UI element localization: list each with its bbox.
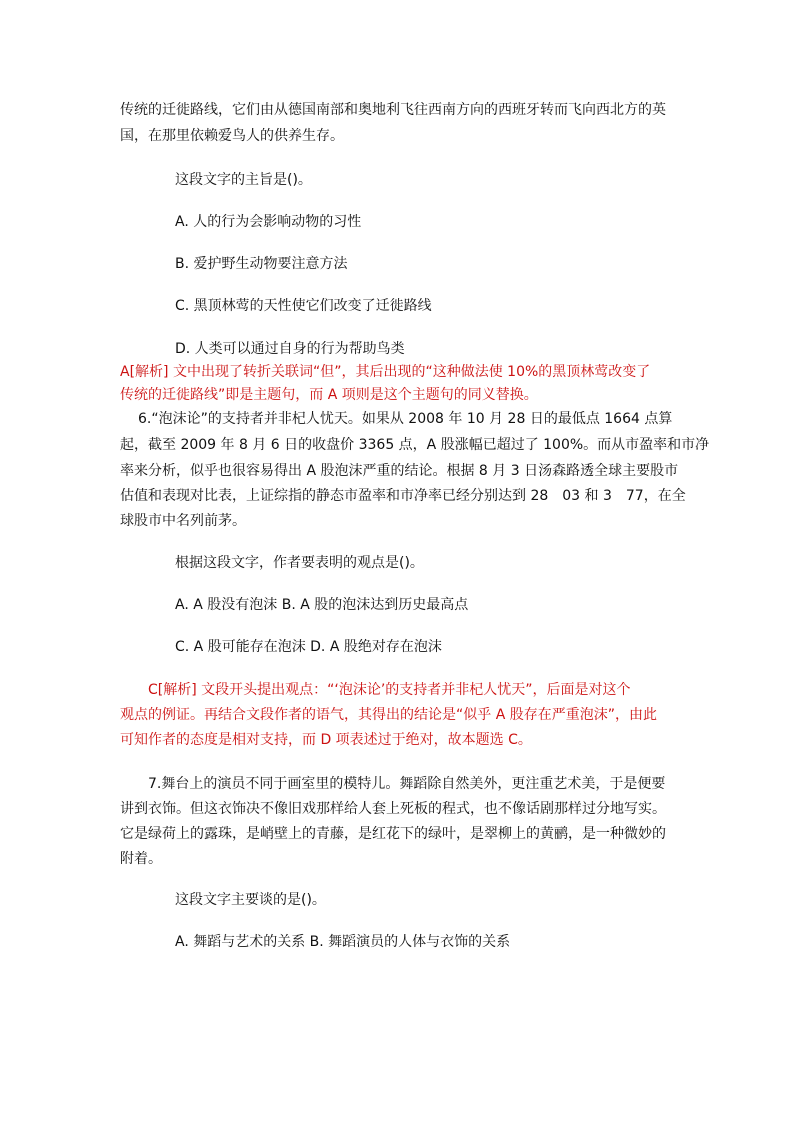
q5-option-a: A. 人的行为会影响动物的习性 xyxy=(175,214,362,230)
q5-option-b: B. 爱护野生动物要注意方法 xyxy=(175,256,348,272)
q6-analysis-line-2: 观点的例证。再结合文段作者的语气，其得出的结论是“似乎 A 股存在严重泡沫”，由此 xyxy=(120,707,657,723)
q6-stem-line-1: 6.“泡沫论”的支持者并非杞人忧天。如果从 2008 年 10 月 28 日的最低点 1664 点算 xyxy=(138,411,673,427)
q6-options-line-2: C. A 股可能存在泡沫 D. A 股绝对存在泡沫 xyxy=(175,639,442,655)
q7-stem-line-2: 讲到衣饰。但这衣饰决不像旧戏那样给人套上死板的程式，也不像话剧那样过分地写实。 xyxy=(120,801,666,817)
q7-prompt: 这段文字主要谈的是()。 xyxy=(175,892,326,908)
q6-analysis-line-3: 可知作者的态度是相对支持，而 D 项表述过于绝对，故本题选 C。 xyxy=(120,732,532,748)
q6-stem-line-2: 起，截至 2009 年 8 月 6 日的收盘价 3365 点，A 股涨幅已超过了 100%。而从市盈率和市净 xyxy=(120,437,710,453)
q7-options-line-1: A. 舞蹈与艺术的关系 B. 舞蹈演员的人体与衣饰的关系 xyxy=(175,934,511,950)
q6-stem-line-3: 率来分析，似乎也很容易得出 A 股泡沫严重的结论。根据 8 月 3 日汤森路透全球主要股市 xyxy=(120,463,679,479)
q5-prompt: 这段文字的主旨是()。 xyxy=(175,172,312,188)
q6-prompt: 根据这段文字，作者要表明的观点是()。 xyxy=(175,555,424,571)
q5-tail-line-2: 国，在那里依赖爱鸟人的供养生存。 xyxy=(120,128,344,144)
q5-option-c: C. 黑顶林莺的天性使它们改变了迁徙路线 xyxy=(175,298,432,314)
q5-analysis-line-2: 传统的迁徙路线”即是主题句，而 A 项则是这个主题句的同义替换。 xyxy=(120,387,538,403)
q5-tail-line-1: 传统的迁徙路线，它们由从德国南部和奥地利飞往西南方向的西班牙转而飞向西北方的英 xyxy=(120,102,666,118)
q7-stem-line-4: 附着。 xyxy=(120,851,162,867)
q7-stem-line-3: 它是绿荷上的露珠，是峭壁上的青藤，是红花下的绿叶，是翠柳上的黄鹂，是一种微妙的 xyxy=(120,826,666,842)
q6-stem-line-5: 球股市中名列前茅。 xyxy=(120,513,246,529)
q6-stem-line-4: 估值和表现对比表，上证综指的静态市盈率和市净率已经分别达到 28 03 和 3 77，在全 xyxy=(120,488,686,504)
q6-options-line-1: A. A 股没有泡沫 B. A 股的泡沫达到历史最高点 xyxy=(175,597,469,613)
q7-stem-line-1: 7.舞台上的演员不同于画室里的模特儿。舞蹈除自然美外，更注重艺术美，于是便要 xyxy=(148,776,666,792)
q5-analysis-line-1: A[解析] 文中出现了转折关联词“但”，其后出现的“这种做法使 10%的黑顶林莺改变了 xyxy=(120,364,651,380)
q5-option-d: D. 人类可以通过自身的行为帮助鸟类 xyxy=(175,341,405,357)
q6-analysis-line-1: C[解析] 文段开头提出观点：“‘泡沫论’的支持者并非杞人忧天”，后面是对这个 xyxy=(148,682,631,698)
